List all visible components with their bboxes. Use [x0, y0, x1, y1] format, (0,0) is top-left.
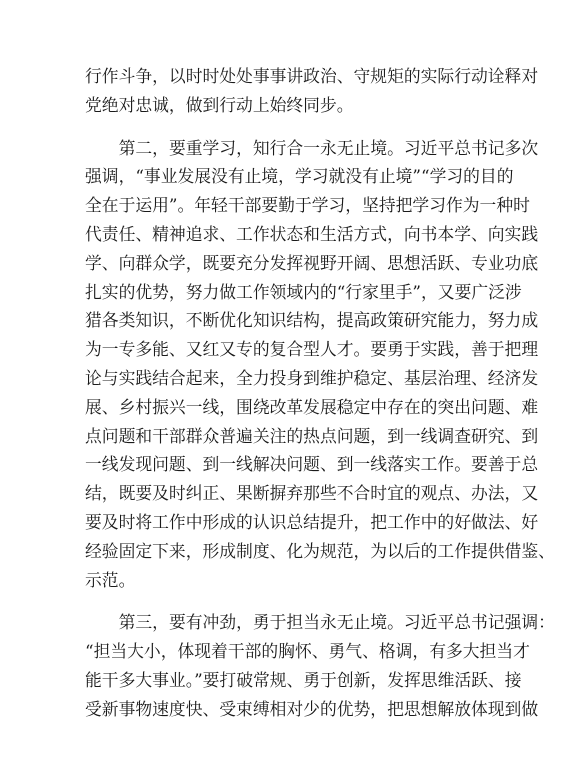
paragraph-line: 第二，要重学习，知行合一永无止境。习近平总书记多次 [118, 137, 539, 158]
paragraph-line: 论与实践结合起来，全力投身到维护稳定、基层治理、经济发 [85, 367, 539, 388]
paragraph-line: 猎各类知识，不断优化知识结构，提高政策研究能力，努力成 [85, 310, 539, 331]
paragraph-line: 能干多大事业。”要打破常规、勇于创新，发挥思维活跃、接 [85, 669, 522, 690]
paragraph-line: 要及时将工作中形成的认识总结提升，把工作中的好做法、好 [85, 511, 539, 532]
paragraph-line: 经验固定下来，形成制度、化为规范，为以后的工作提供借鉴、 [85, 540, 555, 561]
paragraph-line: 展、乡村振兴一线，围绕改革发展稳定中存在的突出问题、难 [85, 396, 539, 417]
paragraph-line: 点问题和干部群众普遍关注的热点问题，到一线调查研究、到 [85, 425, 539, 446]
paragraph-3 [85, 608, 555, 723]
paragraph-line: 结，既要及时纠正、果断摒弃那些不合时宜的观点、办法，又 [85, 483, 539, 504]
paragraph-line: 强调，“事业发展没有止境，学习就没有止境”“学习的目的 [85, 166, 514, 187]
paragraph-2 [85, 134, 555, 595]
paragraph-line: 学、向群众学，既要充分发挥视野开阔、思想活跃、专业功底 [85, 252, 539, 273]
paragraph-line: 一线发现问题、到一线解决问题、到一线落实工作。要善于总 [85, 454, 539, 475]
paragraph-1 [85, 62, 539, 120]
paragraph-line: 全在于运用”。年轻干部要勤于学习，坚持把学习作为一种时 [85, 195, 530, 216]
paragraph-line: 代责任、精神追求、工作状态和生活方式，向书本学、向实践 [85, 223, 539, 244]
paragraph-line: 受新事物速度快、受束缚相对少的优势，把思想解放体现到做 [85, 698, 539, 719]
paragraph-line: 第三，要有冲劲，勇于担当永无止境。习近平总书记强调： [118, 612, 555, 633]
paragraph-line: 示范。 [85, 569, 136, 590]
paragraph-line: 行作斗争，以时时处处事事讲政治、守规矩的实际行动诠释对 [85, 66, 539, 86]
paragraph-line: 扎实的优势，努力做工作领域内的“行家里手”，又要广泛涉 [85, 281, 522, 302]
document-body [85, 62, 555, 724]
paragraph-line: 为一专多能、又红又专的复合型人才。要勇于实践，善于把理 [85, 339, 539, 360]
paragraph-line: “担当大小，体现着干部的胸怀、勇气、格调，有多大担当才 [85, 641, 530, 662]
paragraph-line: 党绝对忠诚，做到行动上始终同步。 [85, 94, 354, 115]
